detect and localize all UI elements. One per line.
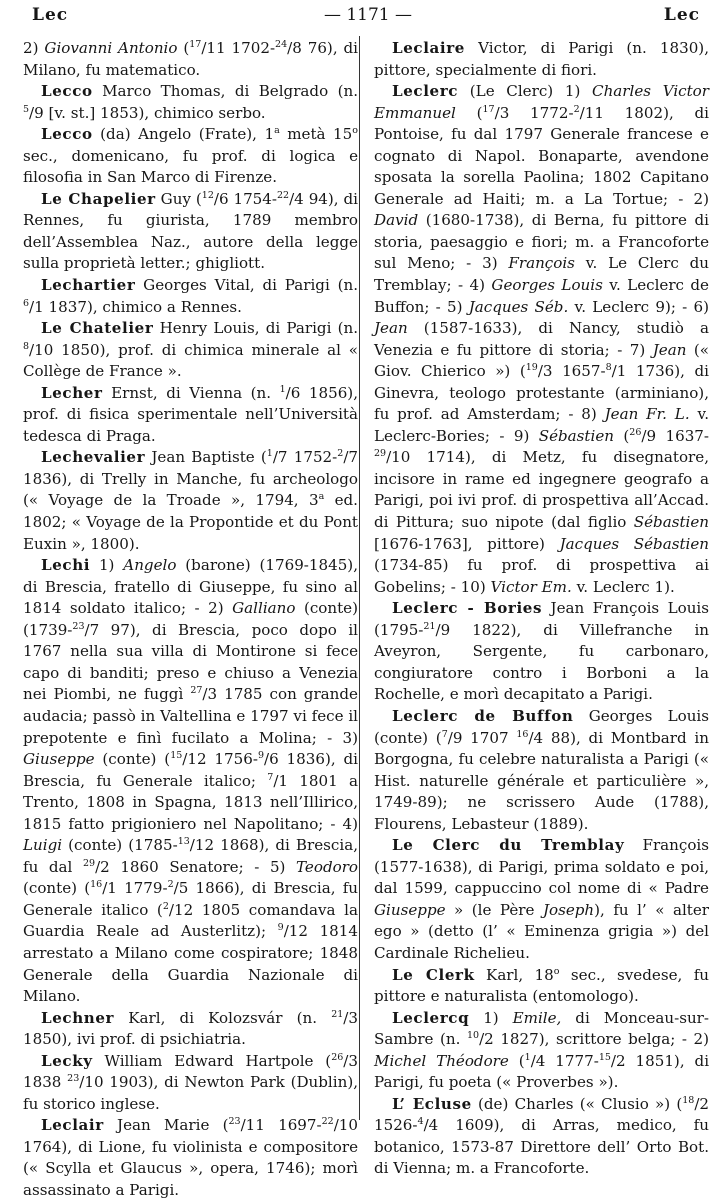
entry-text: /3 1772- bbox=[494, 103, 574, 122]
dictionary-entry bbox=[374, 598, 709, 706]
date-superscript: 15 bbox=[170, 750, 183, 762]
entry-headword: Leclaire bbox=[392, 39, 466, 57]
entry-text: (barone) (1769-1845), di Brescia, fratello di Giuseppe, fu sino al 1814 soldato italico; - 2) bbox=[23, 556, 358, 618]
entry-text: Karl, 18 bbox=[474, 965, 554, 984]
entry-italic-name: Victor Em. bbox=[490, 577, 572, 596]
entry-text: (conte) (1739- bbox=[23, 599, 358, 639]
date-superscript: 2 bbox=[162, 900, 169, 912]
header-right-keyword: Lec bbox=[663, 5, 700, 25]
date-superscript: a bbox=[318, 491, 325, 503]
entry-headword: Leclercq bbox=[392, 1008, 470, 1027]
entry-text: William Edward Hartpole ( bbox=[92, 1051, 332, 1070]
dictionary-entry bbox=[374, 835, 709, 964]
left-column bbox=[23, 38, 358, 1202]
entry-text: /3 1785 con grande audacia; passò in Valtellina e 1797 vi fece il prepotente e finì fucilato a Molina; - 3) bbox=[23, 685, 358, 747]
entry-headword: Le Clerc du Tremblay bbox=[392, 836, 625, 855]
date-superscript: 2 bbox=[337, 448, 344, 460]
entry-italic-name: François bbox=[508, 254, 575, 273]
dictionary-entry bbox=[23, 318, 358, 383]
entry-text: (conte) ( bbox=[94, 750, 171, 769]
date-superscript: 7 bbox=[267, 771, 274, 783]
entry-text: v. Leclerc-Bories; - 9) bbox=[374, 405, 710, 445]
entry-text: ), fu l’ « alter ego » (detto (l’ « Eminenza grigia ») del Cardinale Richelieu. bbox=[374, 900, 709, 962]
entry-text: /11 1697- bbox=[240, 1116, 322, 1135]
entry-text: /4 1609), di Arras, medico, fu botanico, 1573-87 Direttore dell’ Orto Bot. di Vienna; m. a Francoforte. bbox=[374, 1116, 709, 1178]
dictionary-entry bbox=[374, 1094, 709, 1180]
date-superscript: 1 bbox=[279, 383, 286, 395]
date-superscript: 17 bbox=[189, 38, 202, 50]
entry-text: ( bbox=[177, 39, 190, 57]
date-superscript: 29 bbox=[82, 857, 96, 869]
entry-text: Jean Marie ( bbox=[103, 1116, 229, 1135]
entry-text: /5 1866), di Brescia, fu Generale italico ( bbox=[23, 879, 358, 919]
entry-headword: Lecco bbox=[41, 82, 93, 101]
entry-italic-name: Georges Louis bbox=[491, 276, 603, 295]
entry-italic-name: Charles Victor Emmanuel bbox=[374, 82, 709, 122]
entry-text: /9 1637- bbox=[641, 426, 710, 445]
entry-headword: Lechartier bbox=[41, 276, 136, 295]
date-superscript: 10 bbox=[466, 1030, 480, 1042]
column-divider bbox=[359, 36, 360, 1120]
date-superscript: 7 bbox=[441, 728, 448, 740]
entry-headword: Le Chatelier bbox=[41, 319, 154, 338]
entry-text: (« Giov. Chierico ») ( bbox=[374, 340, 709, 381]
date-superscript: o bbox=[553, 965, 560, 977]
date-superscript: 15 bbox=[598, 1051, 611, 1063]
entry-italic-name: Giovanni Antonio bbox=[44, 39, 178, 57]
page-number: — 1171 — bbox=[323, 5, 413, 25]
entry-text: Jean Baptiste ( bbox=[145, 448, 267, 467]
dictionary-entry bbox=[23, 555, 358, 1007]
entry-text: /7 1752- bbox=[272, 448, 338, 467]
entry-text: /9 1822), di Villefranche in Aveyron, Sergente, fu carbonaro, congiuratore contro i Borboni a la Rochelle, e morì decapitato a Parigi. bbox=[374, 620, 709, 704]
entry-text: /12 1805 comandava la Guardia Reale ad Austerlitz); bbox=[23, 900, 358, 941]
entry-text: ( bbox=[455, 103, 483, 122]
entry-text: /3 1850), ivi prof. di psichiatria. bbox=[23, 1008, 358, 1049]
entry-text: Henry Louis, di Parigi (n. bbox=[153, 319, 358, 338]
entry-italic-name: Emile, bbox=[512, 1008, 562, 1027]
entry-headword: Le Chapelier bbox=[41, 189, 156, 208]
date-superscript: 13 bbox=[177, 836, 190, 848]
entry-italic-name: Giuseppe bbox=[374, 900, 446, 919]
entry-text: (1587-1633), di Nancy, studiò a Venezia e fu pittore di storia; - 7) bbox=[374, 319, 709, 359]
entry-text: /12 1756- bbox=[182, 750, 258, 769]
date-superscript: 2 bbox=[167, 879, 174, 891]
dictionary-entry bbox=[23, 38, 358, 81]
entry-text: 2) bbox=[23, 39, 45, 57]
dictionary-entry bbox=[23, 1115, 358, 1201]
entry-italic-name: Jacques Sébastien bbox=[559, 534, 710, 553]
dictionary-entry bbox=[374, 38, 709, 81]
dictionary-entry bbox=[23, 1051, 358, 1116]
entry-text: /4 1777- bbox=[530, 1051, 599, 1070]
date-superscript: 2 bbox=[573, 103, 580, 115]
dictionary-entry bbox=[23, 383, 358, 448]
date-superscript: 19 bbox=[525, 362, 538, 374]
date-superscript: 29 bbox=[374, 448, 387, 460]
entry-text: /11 1702- bbox=[201, 39, 276, 57]
date-superscript: 8 bbox=[605, 362, 612, 374]
entry-text: Karl, di Kolozsvár (n. bbox=[114, 1008, 332, 1027]
entry-italic-name: Galliano bbox=[232, 599, 296, 618]
entry-italic-name: Angelo bbox=[123, 556, 177, 575]
entry-text: » (le Père bbox=[445, 900, 543, 919]
date-superscript: 16 bbox=[516, 728, 529, 740]
dictionary-entry bbox=[23, 189, 358, 275]
entry-text: /9 [v. st.] 1853), chimico serbo. bbox=[29, 103, 266, 122]
entry-text: /6 1754- bbox=[213, 189, 277, 208]
entry-text: (conte) ( bbox=[23, 879, 91, 898]
entry-text: /4 88), di Montbard in Borgogna, fu celebre naturalista a Parigi (« Hist. naturelle générale et particulière », 1749-89); ne scrissero Aude (1788), Flourens, Lebasteur (1889). bbox=[374, 728, 709, 833]
entry-text: 1) bbox=[90, 556, 124, 575]
entry-text: Jean François Louis (1795- bbox=[374, 599, 709, 639]
entry-headword: Lechner bbox=[41, 1008, 115, 1027]
date-superscript: o bbox=[352, 125, 358, 137]
dictionary-entry bbox=[374, 81, 709, 598]
entry-text: /9 1707 bbox=[447, 728, 517, 747]
entry-text: Georges Vital, di Parigi (n. bbox=[135, 276, 358, 295]
entry-headword: Le Clerk bbox=[392, 965, 475, 984]
entry-text: (de) Charles (« Clusio ») ( bbox=[471, 1094, 683, 1113]
entry-text: /2 1827), scrittore belga; - 2) bbox=[479, 1030, 709, 1049]
entry-text: /1 1801 a Trento, 1808 in Spagna, 1813 nell’Illirico, 1815 fatto prigioniero nel Napolitano; - 4) bbox=[23, 771, 358, 833]
entry-text: (1680-1738), di Berna, fu pittore di storia, paesaggio e fiori; m. a Francoforte sul Meno; - 3) bbox=[374, 211, 709, 273]
entry-text: Victor, di Parigi (n. 1830), pittore, specialmente di fiori. bbox=[374, 39, 709, 79]
date-superscript: 12 bbox=[201, 189, 214, 201]
date-superscript: 21 bbox=[331, 1008, 344, 1020]
date-superscript: 18 bbox=[682, 1094, 695, 1106]
entry-italic-name: Jacques Séb. bbox=[468, 297, 569, 316]
date-superscript: 4 bbox=[417, 1116, 424, 1128]
entry-text: /1 1779- bbox=[102, 879, 168, 898]
entry-text: [1676-1763], pittore) bbox=[374, 534, 560, 553]
dictionary-entry bbox=[23, 275, 358, 318]
entry-text: v. Leclerc de Buffon; - 5) bbox=[374, 276, 709, 316]
entry-text: /1 1837), chimico a Rennes. bbox=[29, 297, 242, 316]
entry-text: /2 1860 Senatore; - 5) bbox=[95, 857, 297, 876]
dictionary-entry bbox=[23, 447, 358, 555]
entry-text: François (1577-1638), di Parigi, prima soldato e poi, dal 1599, cappuccino col nome di « Padre bbox=[374, 836, 710, 898]
entry-text: /2 1526- bbox=[374, 1094, 710, 1135]
date-superscript: 23 bbox=[72, 620, 85, 632]
entry-text: metà 15 bbox=[279, 125, 353, 144]
entry-text: sec., domenicano, fu prof. di logica e filosofia in San Marco di Firenze. bbox=[23, 146, 358, 187]
entry-italic-name: Jean bbox=[374, 319, 408, 338]
date-superscript: 9 bbox=[257, 750, 264, 762]
entry-text: (Le Clerc) 1) bbox=[458, 82, 593, 101]
entry-text: /8 76), di Milano, fu matematico. bbox=[23, 39, 358, 79]
entry-text: /10 1903), di Newton Park (Dublin), fu storico inglese. bbox=[23, 1073, 358, 1113]
entry-text: Georges Louis (conte) ( bbox=[374, 706, 709, 747]
entry-text: v. Leclerc 9); - 6) bbox=[568, 297, 709, 316]
entry-text: di Monceau-sur-Sambre (n. bbox=[374, 1008, 709, 1049]
entry-text: /4 94), di Rennes, fu giurista, 1789 membro dell’Assemblea Naz., autore della legge sulla proprietà letter.; ghigliott. bbox=[23, 189, 358, 273]
entry-text: Guy ( bbox=[155, 189, 202, 208]
running-header bbox=[28, 3, 708, 27]
entry-text: /6 1836), di Brescia, fu Generale italico; bbox=[23, 750, 358, 790]
entry-italic-name: Luigi bbox=[23, 836, 63, 855]
date-superscript: 26 bbox=[331, 1051, 344, 1063]
entry-text: Ernst, di Vienna (n. bbox=[102, 383, 280, 402]
dictionary-entry bbox=[23, 81, 358, 124]
date-superscript: 26 bbox=[629, 426, 642, 438]
entry-text: /10 1850), prof. di chimica minerale al « Collège de France ». bbox=[23, 340, 358, 381]
entry-italic-name: Giuseppe bbox=[23, 750, 95, 769]
entry-headword: Leclerc bbox=[392, 82, 459, 101]
entry-headword: Leclair bbox=[41, 1116, 104, 1135]
entry-text: ( bbox=[508, 1051, 525, 1070]
entry-text: /7 97), di Brescia, poco dopo il 1767 nella sua villa di Montirone si fece capo di banditi; preso e chiuso a Venezia nei Piombi, ne fuggì bbox=[23, 620, 358, 704]
date-superscript: 8 bbox=[23, 340, 30, 352]
date-superscript: 22 bbox=[277, 189, 290, 201]
entry-headword: Lechevalier bbox=[41, 448, 146, 467]
date-superscript: 24 bbox=[275, 38, 288, 50]
dictionary-entry bbox=[23, 124, 358, 189]
entry-text: /2 1851), di Parigi, fu poeta (« Proverbes »). bbox=[374, 1051, 710, 1092]
entry-text: /6 1856), prof. di fisica sperimentale nell’Università tedesca di Praga. bbox=[23, 383, 358, 445]
entry-text: v. Leclerc 1). bbox=[571, 577, 675, 596]
entry-headword: Lecco bbox=[41, 125, 93, 144]
entry-italic-name: Jean bbox=[652, 340, 687, 359]
entry-text: /12 1814 arrestato a Milano come cospiratore; 1848 Generale della Guardia Nazionale di Milano. bbox=[23, 922, 358, 1006]
entry-headword: Lecher bbox=[41, 383, 103, 402]
dictionary-entry bbox=[23, 1008, 358, 1051]
entry-text: /12 1868), di Brescia, fu dal bbox=[23, 836, 358, 876]
header-left-keyword: Lec bbox=[32, 5, 69, 25]
date-superscript: 16 bbox=[90, 879, 103, 891]
date-superscript: 21 bbox=[423, 620, 436, 632]
entry-italic-name: Joseph bbox=[542, 900, 595, 919]
entry-italic-name: Michel Théodore bbox=[374, 1051, 509, 1070]
date-superscript: 9 bbox=[277, 922, 284, 934]
date-superscript: 23 bbox=[228, 1116, 241, 1128]
entry-text: /10 1714), di Metz, fu disegnatore, incisore in rame ed ingegnere geografo a Parigi, poi ivi prof. di prospettiva all’Accad. di Pittura; suo nipote (dal figlio bbox=[374, 448, 709, 532]
date-superscript: 6 bbox=[23, 297, 30, 309]
right-column bbox=[374, 38, 709, 1180]
entry-headword: Leclerc - Bories bbox=[392, 599, 543, 618]
entry-text: (da) Angelo (Frate), 1 bbox=[92, 125, 275, 144]
entry-text: /7 1836), di Trelly in Manche, fu archeologo (« Voyage de la Troade », 1794, 3 bbox=[23, 448, 359, 510]
date-superscript: 1 bbox=[524, 1051, 531, 1063]
entry-text: ( bbox=[613, 426, 630, 445]
date-superscript: 23 bbox=[67, 1073, 80, 1085]
entry-text: /1 1736), di Ginevra, teologo protestante (arminiano), fu prof. ad Amsterdam; - 8) bbox=[374, 362, 709, 424]
entry-text: (conte) (1785- bbox=[62, 836, 178, 855]
entry-headword: Lechi bbox=[41, 556, 91, 575]
entry-text: Marco Thomas, di Belgrado (n. bbox=[92, 82, 358, 101]
entry-italic-name: Jean Fr. L. bbox=[604, 405, 690, 424]
date-superscript: a bbox=[274, 125, 280, 137]
dictionary-entry bbox=[374, 706, 709, 835]
entry-text: v. Le Clerc du Tremblay; - 4) bbox=[374, 254, 709, 295]
date-superscript: 22 bbox=[321, 1116, 334, 1128]
entry-headword: Lecky bbox=[41, 1051, 93, 1070]
entry-headword: Leclerc de Buffon bbox=[392, 706, 574, 725]
entry-text: 1) bbox=[469, 1008, 513, 1027]
entry-text: ed. 1802; « Voyage de la Propontide et du Pont Euxin », 1800). bbox=[23, 491, 358, 553]
entry-italic-name: David bbox=[374, 211, 419, 230]
entry-italic-name: Sébastien bbox=[633, 513, 709, 532]
dictionary-entry bbox=[374, 965, 709, 1008]
date-superscript: 17 bbox=[482, 103, 495, 115]
entry-headword: L’ Ecluse bbox=[392, 1094, 472, 1113]
entry-text: (1734-85) fu prof. di prospettiva ai Gobelins; - 10) bbox=[374, 556, 709, 596]
entry-text: /10 1764), di Lione, fu violinista e compositore (« Scylla et Glaucus », opera, 1746); morì assassinato a Parigi. bbox=[23, 1116, 358, 1199]
date-superscript: 1 bbox=[266, 448, 273, 460]
date-superscript: 27 bbox=[190, 685, 203, 697]
entry-italic-name: Sébastien bbox=[538, 426, 614, 445]
entry-text: /3 1657- bbox=[537, 362, 606, 381]
entry-text: sec., svedese, fu pittore e naturalista (entomologo). bbox=[374, 965, 710, 1006]
date-superscript: 5 bbox=[23, 103, 30, 115]
entry-text: /3 1838 bbox=[23, 1051, 358, 1092]
dictionary-entry bbox=[374, 1008, 709, 1094]
entry-italic-name: Teodoro bbox=[296, 857, 358, 876]
entry-text: /11 1802), di Pontoise, fu dal 1797 Generale francese e cognato di Napol. Bonaparte, avendone sposata la sorella Paolina; 1802 Capitano Generale ad Haiti; m. a La Tortue; - 2) bbox=[374, 103, 710, 208]
